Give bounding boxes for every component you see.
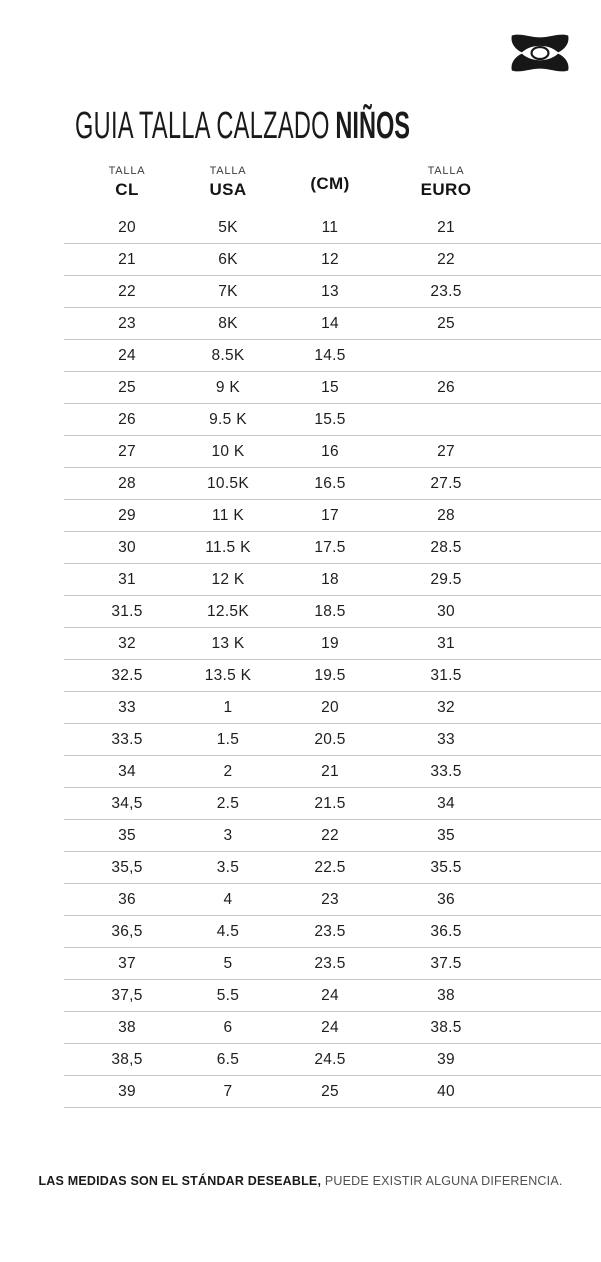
under-armour-logo-icon: [508, 33, 572, 73]
size-cell-euro: 35: [437, 826, 455, 844]
size-cell-euro: 39: [437, 1050, 455, 1068]
size-cell-cm: 23.5: [314, 922, 346, 940]
table-row: [64, 276, 601, 308]
size-cell-euro: 33.5: [430, 762, 462, 780]
footer-note: [0, 1174, 601, 1188]
size-cell-usa: 6.5: [216, 1050, 240, 1068]
size-cell-usa: 12 K: [211, 570, 245, 588]
size-cell-euro: 29.5: [430, 570, 462, 588]
table-row: [64, 948, 601, 980]
size-cell-cl: 35: [118, 826, 136, 844]
size-cell-usa: 5K: [218, 218, 238, 236]
size-cell-cl: 34: [118, 762, 136, 780]
table-row: [64, 1076, 601, 1108]
size-cell-cm: 14: [321, 314, 339, 332]
size-cell-euro: 31.5: [430, 666, 462, 684]
table-row: [64, 788, 601, 820]
size-cell-cm: 19.5: [314, 666, 346, 684]
size-cell-euro: 28: [437, 506, 455, 524]
size-cell-usa: 2: [223, 762, 233, 780]
size-cell-euro: 36.5: [430, 922, 462, 940]
size-cell-euro: 34: [437, 794, 455, 812]
size-cell-usa: 4.5: [216, 922, 240, 940]
size-cell-cm: 17: [321, 506, 339, 524]
size-cell-usa: 6K: [218, 250, 238, 268]
size-cell-cm: 21.5: [314, 794, 346, 812]
table-row: [64, 1012, 601, 1044]
size-cell-cl: 32: [118, 634, 136, 652]
column-header-euro-label: TALLA: [427, 165, 465, 177]
size-cell-cm: 18.5: [314, 602, 346, 620]
size-table-header: [64, 156, 601, 200]
table-row: [64, 564, 601, 596]
size-cell-cl: 33.5: [111, 730, 143, 748]
table-row: [64, 436, 601, 468]
size-cell-cl: 39: [118, 1082, 136, 1100]
size-cell-cl: 37: [118, 954, 136, 972]
size-cell-euro: 28.5: [430, 538, 462, 556]
size-cell-cl: 24: [118, 346, 136, 364]
size-cell-cl: 31: [118, 570, 136, 588]
size-cell-cm: 16.5: [314, 474, 346, 492]
size-cell-cl: 35,5: [111, 858, 143, 876]
size-cell-cm: 20: [321, 698, 339, 716]
size-cell-cl: 26: [118, 410, 136, 428]
size-cell-cl: 31.5: [111, 602, 143, 620]
size-cell-usa: 9.5 K: [209, 410, 247, 428]
footer-note-bold: LAS MEDIDAS SON EL STÁNDAR DESEABLE,: [38, 1173, 322, 1188]
size-cell-cm: 24: [321, 1018, 339, 1036]
table-row: [64, 532, 601, 564]
column-header-euro: [394, 156, 498, 200]
column-header-cm: [266, 156, 394, 200]
table-row: [64, 244, 601, 276]
size-cell-cm: 21: [321, 762, 339, 780]
size-cell-cl: 23: [118, 314, 136, 332]
size-cell-cm: 11: [321, 218, 339, 236]
size-cell-cm: 24.5: [314, 1050, 346, 1068]
size-cell-cm: 15: [321, 378, 339, 396]
size-cell-cm: 23.5: [314, 954, 346, 972]
size-cell-usa: 3.5: [216, 858, 240, 876]
size-cell-cl: 30: [118, 538, 136, 556]
size-cell-usa: 8K: [218, 314, 238, 332]
size-cell-cm: 15.5: [314, 410, 346, 428]
size-cell-cl: 21: [118, 250, 136, 268]
table-row: [64, 724, 601, 756]
size-cell-euro: 26: [437, 378, 455, 396]
table-row: [64, 820, 601, 852]
size-cell-euro: 31: [437, 634, 455, 652]
size-cell-usa: 9 K: [215, 378, 241, 396]
column-header-usa-unit: USA: [209, 180, 247, 199]
size-cell-euro: 30: [437, 602, 455, 620]
size-cell-usa: 7K: [218, 282, 238, 300]
size-cell-euro: 38.5: [430, 1018, 462, 1036]
size-cell-usa: 7: [223, 1082, 233, 1100]
size-cell-cl: 25: [118, 378, 136, 396]
size-cell-usa: 3: [223, 826, 233, 844]
size-cell-usa: 10.5K: [206, 474, 249, 492]
size-cell-cm: 19: [321, 634, 339, 652]
size-cell-euro: 22: [437, 250, 455, 268]
column-header-usa: [190, 156, 266, 200]
size-cell-cl: 37,5: [111, 986, 143, 1004]
table-row: [64, 372, 601, 404]
size-cell-cm: 22.5: [314, 858, 346, 876]
column-header-cl: [64, 156, 190, 200]
size-cell-cl: 38,5: [111, 1050, 143, 1068]
size-cell-usa: 8.5K: [211, 346, 245, 364]
table-row: [64, 660, 601, 692]
column-header-usa-label: TALLA: [209, 165, 247, 177]
column-header-cl-label: TALLA: [108, 165, 146, 177]
table-row: [64, 1044, 601, 1076]
size-cell-euro: 33: [437, 730, 455, 748]
column-header-euro-unit: EURO: [420, 180, 472, 199]
table-row: [64, 980, 601, 1012]
size-cell-usa: 5: [223, 954, 233, 972]
size-cell-euro: 36: [437, 890, 455, 908]
size-cell-usa: 5.5: [216, 986, 240, 1004]
size-cell-cl: 34,5: [111, 794, 143, 812]
size-cell-cm: 25: [321, 1082, 339, 1100]
size-cell-cm: 16: [321, 442, 339, 460]
column-header-cm-unit: (CM): [310, 174, 350, 193]
size-cell-cl: 22: [118, 282, 136, 300]
size-cell-cm: 12: [321, 250, 339, 268]
table-row: [64, 916, 601, 948]
table-row: [64, 212, 601, 244]
size-cell-cm: 13: [321, 282, 339, 300]
size-cell-usa: 6: [223, 1018, 233, 1036]
size-cell-usa: 12.5K: [206, 602, 249, 620]
size-cell-euro: 27.5: [430, 474, 462, 492]
size-cell-cm: 18: [321, 570, 339, 588]
page-title-main: GUIA TALLA CALZADO: [75, 105, 330, 148]
table-row: [64, 404, 601, 436]
table-row: [64, 884, 601, 916]
size-cell-euro: 35.5: [430, 858, 462, 876]
size-cell-usa: 10 K: [211, 442, 245, 460]
table-row: [64, 500, 601, 532]
table-row: [64, 756, 601, 788]
size-cell-cl: 33: [118, 698, 136, 716]
size-cell-usa: 11 K: [212, 506, 244, 524]
size-cell-cm: 14.5: [314, 346, 346, 364]
column-header-cl-unit: CL: [115, 180, 139, 199]
size-cell-cm: 17.5: [314, 538, 346, 556]
size-cell-cm: 23: [321, 890, 339, 908]
size-cell-euro: 32: [437, 698, 455, 716]
size-cell-euro: 37.5: [430, 954, 462, 972]
size-cell-usa: 1: [223, 698, 233, 716]
size-cell-cl: 36,5: [111, 922, 143, 940]
footer-note-regular: PUEDE EXISTIR ALGUNA DIFERENCIA.: [321, 1173, 563, 1188]
size-cell-cl: 28: [118, 474, 136, 492]
table-row: [64, 852, 601, 884]
table-row: [64, 340, 601, 372]
size-cell-usa: 11.5 K: [205, 538, 251, 556]
size-cell-cm: 20.5: [314, 730, 346, 748]
size-cell-usa: 4: [223, 890, 233, 908]
size-cell-cm: 22: [321, 826, 339, 844]
size-cell-cl: 29: [118, 506, 136, 524]
table-row: [64, 596, 601, 628]
size-cell-cl: 20: [118, 218, 136, 236]
page-title: [75, 105, 411, 148]
size-cell-euro: 23.5: [430, 282, 462, 300]
size-cell-usa: 13 K: [211, 634, 245, 652]
size-cell-euro: 25: [437, 314, 455, 332]
size-cell-usa: 1.5: [216, 730, 240, 748]
size-cell-cl: 38: [118, 1018, 136, 1036]
size-cell-cm: 24: [321, 986, 339, 1004]
size-cell-cl: 27: [118, 442, 136, 460]
size-cell-usa: 13.5 K: [204, 666, 252, 684]
size-cell-euro: 21: [437, 218, 455, 236]
table-row: [64, 308, 601, 340]
size-cell-euro: 38: [437, 986, 455, 1004]
page-title-highlight: NIÑOS: [335, 105, 411, 148]
size-table-body: [64, 212, 601, 1108]
table-row: [64, 692, 601, 724]
size-cell-cl: 32.5: [111, 666, 143, 684]
size-cell-euro: 40: [437, 1082, 455, 1100]
size-cell-euro: 27: [437, 442, 455, 460]
size-cell-cl: 36: [118, 890, 136, 908]
table-row: [64, 628, 601, 660]
size-cell-usa: 2.5: [216, 794, 240, 812]
table-row: [64, 468, 601, 500]
